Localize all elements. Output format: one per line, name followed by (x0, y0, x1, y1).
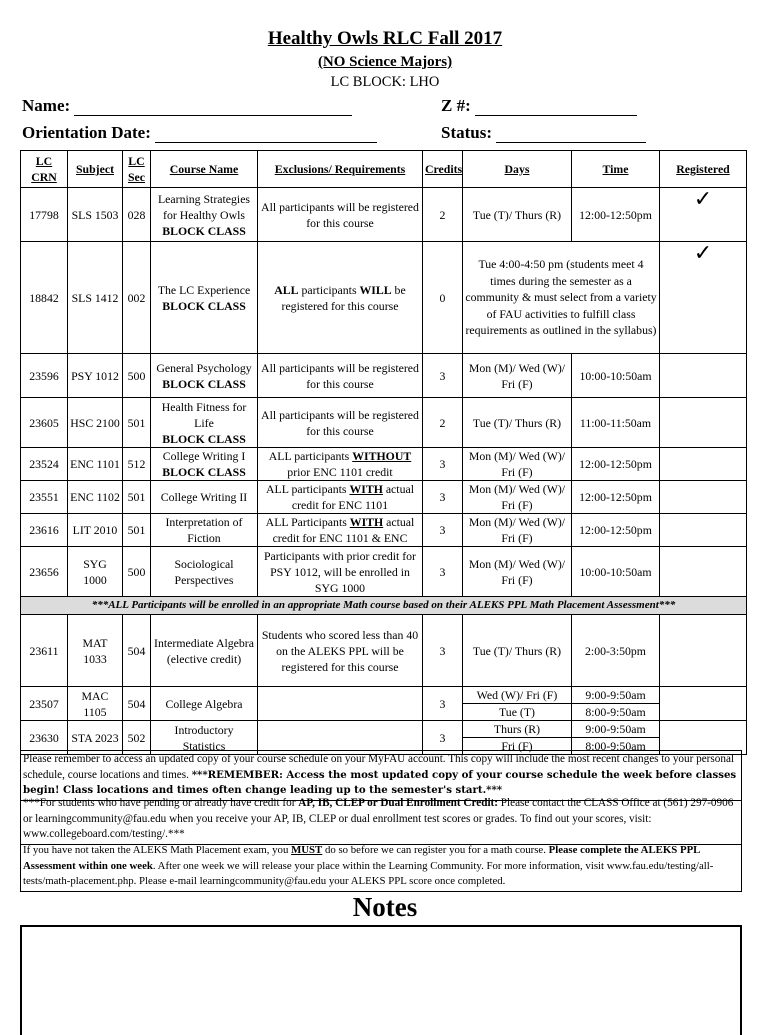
credits-cell: 0 (423, 242, 463, 354)
sec-cell: 512 (123, 448, 151, 481)
days-cell: Fri (F) (463, 738, 572, 755)
credits-cell: 3 (423, 514, 463, 547)
block-class-tag: BLOCK CLASS (162, 465, 246, 479)
crn-cell: 23596 (21, 354, 68, 398)
excl-bold: WILL (359, 282, 392, 297)
exclusions-cell: Participants with prior credit for PSY 1012, will be enrolled in SYG 1000 (258, 547, 423, 597)
lc-block-label: LC BLOCK: LHO (330, 74, 440, 90)
registered-cell (660, 615, 747, 687)
orientation-date-input[interactable] (155, 126, 377, 143)
note-text: If you have not taken the ALEKS Math Placement exam, you (23, 844, 292, 856)
credits-cell: 3 (423, 354, 463, 398)
course-name: Health Fitness for Life (161, 399, 247, 430)
z-number-label: Z #: (441, 96, 471, 115)
sec-cell: 501 (123, 481, 151, 514)
course-cell (151, 188, 258, 242)
course-cell: College Algebra (151, 687, 258, 721)
exclusions-cell (258, 481, 423, 514)
course-name: College Writing I (162, 449, 246, 463)
subject-cell: HSC 2100 (68, 398, 123, 448)
header-time: Time (572, 151, 660, 188)
days-cell: Tue (T)/ Thurs (R) (463, 615, 572, 687)
note-text: Please contact the CLASS Office at (561) 297-0906 or learningcommunity@fau.edu when you receive your AP, IB, CLEP or dual enrollment test scores or grades. To find out your scores, visit: www.collegeboard.com/testing/.*** (23, 797, 734, 840)
notes-title: Notes (352, 892, 418, 922)
time-cell: 11:00-11:50am (572, 398, 660, 448)
time-cell: 2:00-3:50pm (572, 615, 660, 687)
excl-bold: WITH (349, 482, 383, 496)
table-row (21, 514, 747, 547)
block-class-tag: BLOCK CLASS (162, 298, 246, 313)
credits-cell: 2 (423, 188, 463, 242)
z-number-field (441, 96, 637, 116)
exclusions-cell (258, 514, 423, 547)
header-course-name: Course Name (151, 151, 258, 188)
registered-cell (660, 481, 747, 514)
excl-bold: WITH (349, 515, 384, 529)
orientation-date-label: Orientation Date: (22, 123, 151, 142)
excl-text: ALL participants (266, 482, 350, 496)
header-subject: Subject (68, 151, 123, 188)
sec-cell: 500 (123, 547, 151, 597)
table-row (21, 547, 747, 597)
sec-cell: 500 (123, 354, 151, 398)
time-cell: 10:00-10:50am (572, 354, 660, 398)
excl-text: prior ENC 1101 credit (287, 465, 393, 479)
header-lc-crn: LC CRN (21, 151, 68, 188)
table-row (21, 188, 747, 242)
time-cell: 12:00-12:50pm (572, 448, 660, 481)
excl-text: be registered for this course (281, 282, 406, 313)
crn-cell: 23611 (21, 615, 68, 687)
course-name: General Psychology (156, 360, 252, 375)
subject-cell: ENC 1102 (68, 481, 123, 514)
block-class-tag: BLOCK CLASS (162, 376, 246, 391)
crn-cell: 17798 (21, 188, 68, 242)
note-bold: MUST (291, 844, 323, 856)
days-cell: Mon (M)/ Wed (W)/ Fri (F) (463, 448, 572, 481)
aleks-note-row (21, 597, 747, 615)
subject-cell: MAC 1105 (68, 687, 123, 721)
excl-text: ALL participants (268, 449, 353, 463)
crn-cell: 23656 (21, 547, 68, 597)
time-cell: 12:00-12:50pm (572, 481, 660, 514)
subject-cell: SYG 1000 (68, 547, 123, 597)
time-cell: 9:00-9:50am (572, 721, 660, 738)
credits-cell: 3 (423, 721, 463, 755)
subject-cell: PSY 1012 (68, 354, 123, 398)
crn-cell: 23524 (21, 448, 68, 481)
exclusions-cell (258, 448, 423, 481)
registered-cell (660, 547, 747, 597)
orientation-date-field (22, 123, 377, 143)
table-row (21, 615, 747, 687)
table-row (21, 481, 747, 514)
sec-cell: 501 (123, 514, 151, 547)
crn-cell: 18842 (21, 242, 68, 354)
table-row (21, 398, 747, 448)
registered-cell (660, 687, 747, 721)
status-field (441, 123, 646, 143)
exclusions-cell: All participants will be registered for this course (258, 188, 423, 242)
credits-cell: 3 (423, 615, 463, 687)
excl-bold: ALL (274, 282, 299, 297)
subject-cell: LIT 2010 (68, 514, 123, 547)
header-lc-sec: LC Sec (123, 151, 151, 188)
note-bold: AP, IB, CLEP or Dual Enrollment Credit: (298, 797, 498, 809)
subject-cell: ENC 1101 (68, 448, 123, 481)
header-exclusions: Exclusions/ Requirements (258, 151, 423, 188)
days-cell: Tue (T)/ Thurs (R) (463, 398, 572, 448)
days-cell: Tue (T) (463, 704, 572, 721)
course-cell: Introductory Statistics (151, 721, 258, 755)
days-cell: Mon (M)/ Wed (W)/ Fri (F) (463, 481, 572, 514)
course-cell (151, 398, 258, 448)
table-header-row (21, 151, 747, 188)
time-cell: 12:00-12:50pm (572, 188, 660, 242)
header-days: Days (463, 151, 572, 188)
sec-cell: 504 (123, 687, 151, 721)
name-field (22, 96, 352, 116)
course-cell (151, 242, 258, 354)
days-cell: Thurs (R) (463, 721, 572, 738)
course-name: The LC Experience (157, 282, 251, 297)
note-bold: ***REMEMBER: Access the most updated copy of your course schedule the week before classes begin! Class locations and times often change leading up to the semester's start.*** (23, 768, 737, 796)
course-cell: Intermediate Algebra (elective credit) (151, 615, 258, 687)
exclusions-cell: All participants will be registered for this course (258, 398, 423, 448)
crn-cell: 23630 (21, 721, 68, 755)
course-cell (151, 354, 258, 398)
table-row (21, 354, 747, 398)
table-row (21, 448, 747, 481)
excl-text: participants (298, 282, 360, 297)
course-cell: Interpretation of Fiction (151, 514, 258, 547)
days-cell: Mon (M)/ Wed (W)/ Fri (F) (463, 354, 572, 398)
sec-cell: 501 (123, 398, 151, 448)
exclusions-cell: Students who scored less than 40 on the ALEKS PPL will be registered for this course (258, 615, 423, 687)
credits-cell: 3 (423, 547, 463, 597)
registered-cell (660, 398, 747, 448)
subject-cell: MAT 1033 (68, 615, 123, 687)
registered-cell (660, 242, 747, 354)
time-cell: 8:00-9:50am (572, 704, 660, 721)
course-cell (151, 448, 258, 481)
name-label: Name: (22, 96, 71, 115)
schedule-table (20, 150, 747, 755)
days-cell: Wed (W)/ Fri (F) (463, 687, 572, 704)
header-registered: Registered (660, 151, 747, 188)
note-text: Please remember to access an updated copy of your course schedule on your MyFAU account. This copy will include the most recent changes to your personal schedule, course locations and times. (23, 753, 735, 781)
check-icon: ✓ (693, 186, 713, 211)
time-cell: 12:00-12:50pm (572, 514, 660, 547)
schedule-reminder-note (20, 750, 742, 801)
page-title: Healthy Owls RLC Fall 2017 (267, 28, 503, 49)
credits-cell: 2 (423, 398, 463, 448)
page-subtitle: (NO Science Majors) (317, 54, 453, 70)
table-row (21, 242, 747, 354)
z-number-input[interactable] (475, 99, 637, 116)
crn-cell: 23551 (21, 481, 68, 514)
exclusions-cell: All participants will be registered for this course (258, 354, 423, 398)
subject-cell: SLS 1412 (68, 242, 123, 354)
block-class-tag: BLOCK CLASS (162, 431, 246, 446)
time-cell: 10:00-10:50am (572, 547, 660, 597)
registered-cell (660, 448, 747, 481)
excl-text: ALL Participants (265, 515, 350, 529)
check-icon: ✓ (693, 240, 713, 265)
aleks-exam-note (20, 842, 742, 892)
days-cell: Mon (M)/ Wed (W)/ Fri (F) (463, 514, 572, 547)
registered-cell (660, 188, 747, 242)
registered-cell (660, 354, 747, 398)
course-name: Learning Strategies for Healthy Owls (157, 191, 251, 222)
credits-cell: 3 (423, 481, 463, 514)
header-credits: Credits (423, 151, 463, 188)
subject-cell: SLS 1503 (68, 188, 123, 242)
credits-cell: 3 (423, 687, 463, 721)
time-cell: 8:00-9:50am (572, 738, 660, 755)
note-text: . After one week we will release your place within the Learning Community. For more information, visit www.fau.edu/testing/all-tests/math-placement.php. Please e-mail learningcommunity@fau.edu your ALEKS PPL score once completed. (23, 859, 714, 887)
note-bold: Please complete the ALEKS PPL Assessment within one week (23, 844, 700, 872)
crn-cell: 23616 (21, 514, 68, 547)
course-cell: College Writing II (151, 481, 258, 514)
status-label: Status: (441, 123, 493, 142)
subject-cell: STA 2023 (68, 721, 123, 755)
crn-cell: 23507 (21, 687, 68, 721)
time-cell: 9:00-9:50am (572, 687, 660, 704)
credits-cell: 3 (423, 448, 463, 481)
sec-cell: 502 (123, 721, 151, 755)
excl-bold: WITHOUT (352, 449, 412, 463)
crn-cell: 23605 (21, 398, 68, 448)
notes-box[interactable] (20, 925, 742, 1035)
note-text: do so before we can register you for a math course. (322, 844, 549, 856)
exclusions-cell (258, 687, 423, 721)
note-text: ***For students who have pending or already have credit for (23, 797, 299, 809)
name-input[interactable] (74, 99, 352, 116)
days-cell: Mon (M)/ Wed (W)/ Fri (F) (463, 547, 572, 597)
sec-cell: 028 (123, 188, 151, 242)
status-input[interactable] (496, 126, 646, 143)
excl-text: actual credit for ENC 1101 & ENC (272, 515, 415, 545)
sec-cell: 002 (123, 242, 151, 354)
registered-cell (660, 514, 747, 547)
table-row (21, 721, 747, 738)
ap-credit-note (20, 795, 742, 845)
table-row (21, 687, 747, 704)
block-class-tag: BLOCK CLASS (162, 223, 246, 238)
days-time-cell: Tue 4:00-4:50 pm (students meet 4 times during the semester as a community & must select from a variety of FAU activities to fulfill class requirements as outlined in the syllabus) (463, 242, 660, 354)
course-cell: Sociological Perspectives (151, 547, 258, 597)
sec-cell: 504 (123, 615, 151, 687)
aleks-note: ***ALL Participants will be enrolled in an appropriate Math course based on their ALEKS PPL Math Placement Assessment*** (21, 597, 747, 615)
excl-text: actual credit for ENC 1101 (291, 482, 414, 512)
exclusions-cell (258, 242, 423, 354)
days-cell: Tue (T)/ Thurs (R) (463, 188, 572, 242)
